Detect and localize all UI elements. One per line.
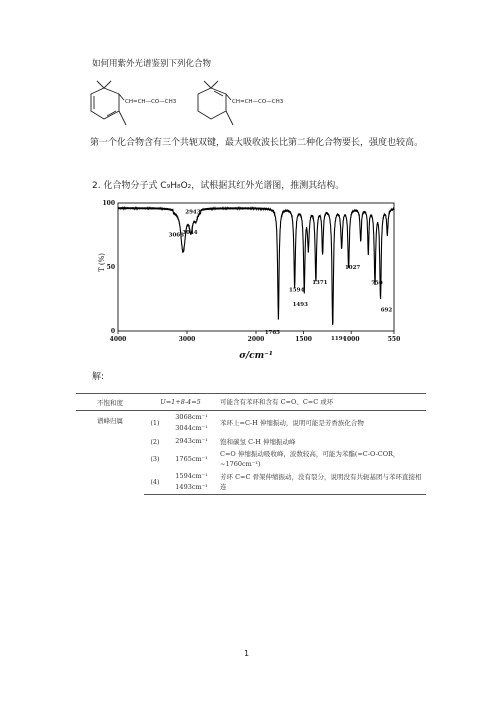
- y-tick-label: 50: [106, 264, 115, 271]
- row-frequency: 1594cm⁻¹ 1493cm⁻¹: [166, 470, 217, 495]
- unsaturation-value: U=1+8-4=5: [144, 394, 217, 411]
- molecule-1-substituent: CH=CH—CO—CH3: [125, 99, 177, 105]
- row-description: 苯环上=C-H 伸缩振动，说明可能是芳香族化合物: [220, 419, 364, 427]
- peak-label: 1194: [331, 335, 347, 342]
- ir-spectrum-chart: [88, 194, 408, 364]
- assignment-group-label: 谱峰归属: [97, 417, 123, 425]
- row-frequency: 1765cm⁻¹: [175, 454, 208, 463]
- peak-label: 1371: [312, 279, 328, 286]
- peak-label: 3044: [182, 229, 198, 236]
- x-axis-label: σ/cm⁻¹: [239, 351, 273, 361]
- row-number: (2): [150, 437, 160, 446]
- x-tick-label: 1500: [295, 336, 312, 343]
- row-description: 饱和碳氢 C-H 伸缩振动峰: [220, 437, 296, 446]
- row-frequency: 3068cm⁻¹ 3044cm⁻¹: [175, 413, 208, 432]
- y-tick-label: 0: [110, 328, 115, 335]
- peak-label: 2943: [185, 209, 201, 216]
- question1-answer: 第一个化合物含有三个共轭双键，最大吸收波长比第二种化合物要长，强度也较高。: [90, 138, 424, 148]
- unsaturation-note: 可能含有苯环和含有 C=O、C=C 或环: [217, 394, 426, 411]
- y-axis-label: T (%): [98, 252, 106, 272]
- question1-title: 如何用紫外光谱鉴别下列化合物: [92, 59, 212, 69]
- x-tick-label: 2000: [247, 336, 265, 343]
- molecule-2-substituent: CH=CH—CO—CH3: [232, 99, 284, 105]
- row-description: C=O 伸缩振动吸收峰，波数较高，可能为苯酯(=C-O-COR，~1760cm⁻¹): [220, 450, 400, 468]
- x-tick-label: 3000: [178, 336, 196, 343]
- peak-label: 692: [380, 307, 393, 314]
- molecule-2: [198, 81, 233, 125]
- row-number: (1): [150, 419, 160, 427]
- x-tick-label: 550: [387, 336, 401, 343]
- unsaturation-label: 不饱和度: [76, 394, 144, 411]
- row-frequency: 2943cm⁻¹: [175, 437, 208, 445]
- row-description: 芳环 C=C 骨架伸缩振动，没有裂分，说明没有共轭基团与苯环直接相连: [217, 470, 426, 495]
- assignment-table: [76, 393, 426, 495]
- peak-label: 1493: [292, 302, 308, 309]
- page-number: 1: [244, 649, 250, 658]
- table-header-row: [76, 394, 426, 411]
- x-tick-label: 4000: [109, 336, 127, 343]
- x-tick-label: 1000: [342, 336, 360, 343]
- y-tick-label: 100: [102, 200, 115, 207]
- solution-label: 解:: [92, 372, 105, 382]
- peak-label: 1594: [288, 287, 305, 294]
- question2-title: 2. 化合物分子式 C₉H₈O₂，试根据其红外光谱图，推测其结构。: [92, 181, 345, 191]
- row-number: (3): [150, 455, 160, 463]
- peak-label: 3068: [168, 232, 184, 239]
- peak-label: 750: [371, 280, 383, 287]
- molecules-figure: [86, 80, 306, 132]
- table-row: [76, 411, 426, 436]
- peak-label: 1027: [344, 265, 361, 271]
- peak-label: 1765: [264, 330, 281, 337]
- row-number: (4): [144, 470, 166, 495]
- molecule-1: [91, 81, 126, 125]
